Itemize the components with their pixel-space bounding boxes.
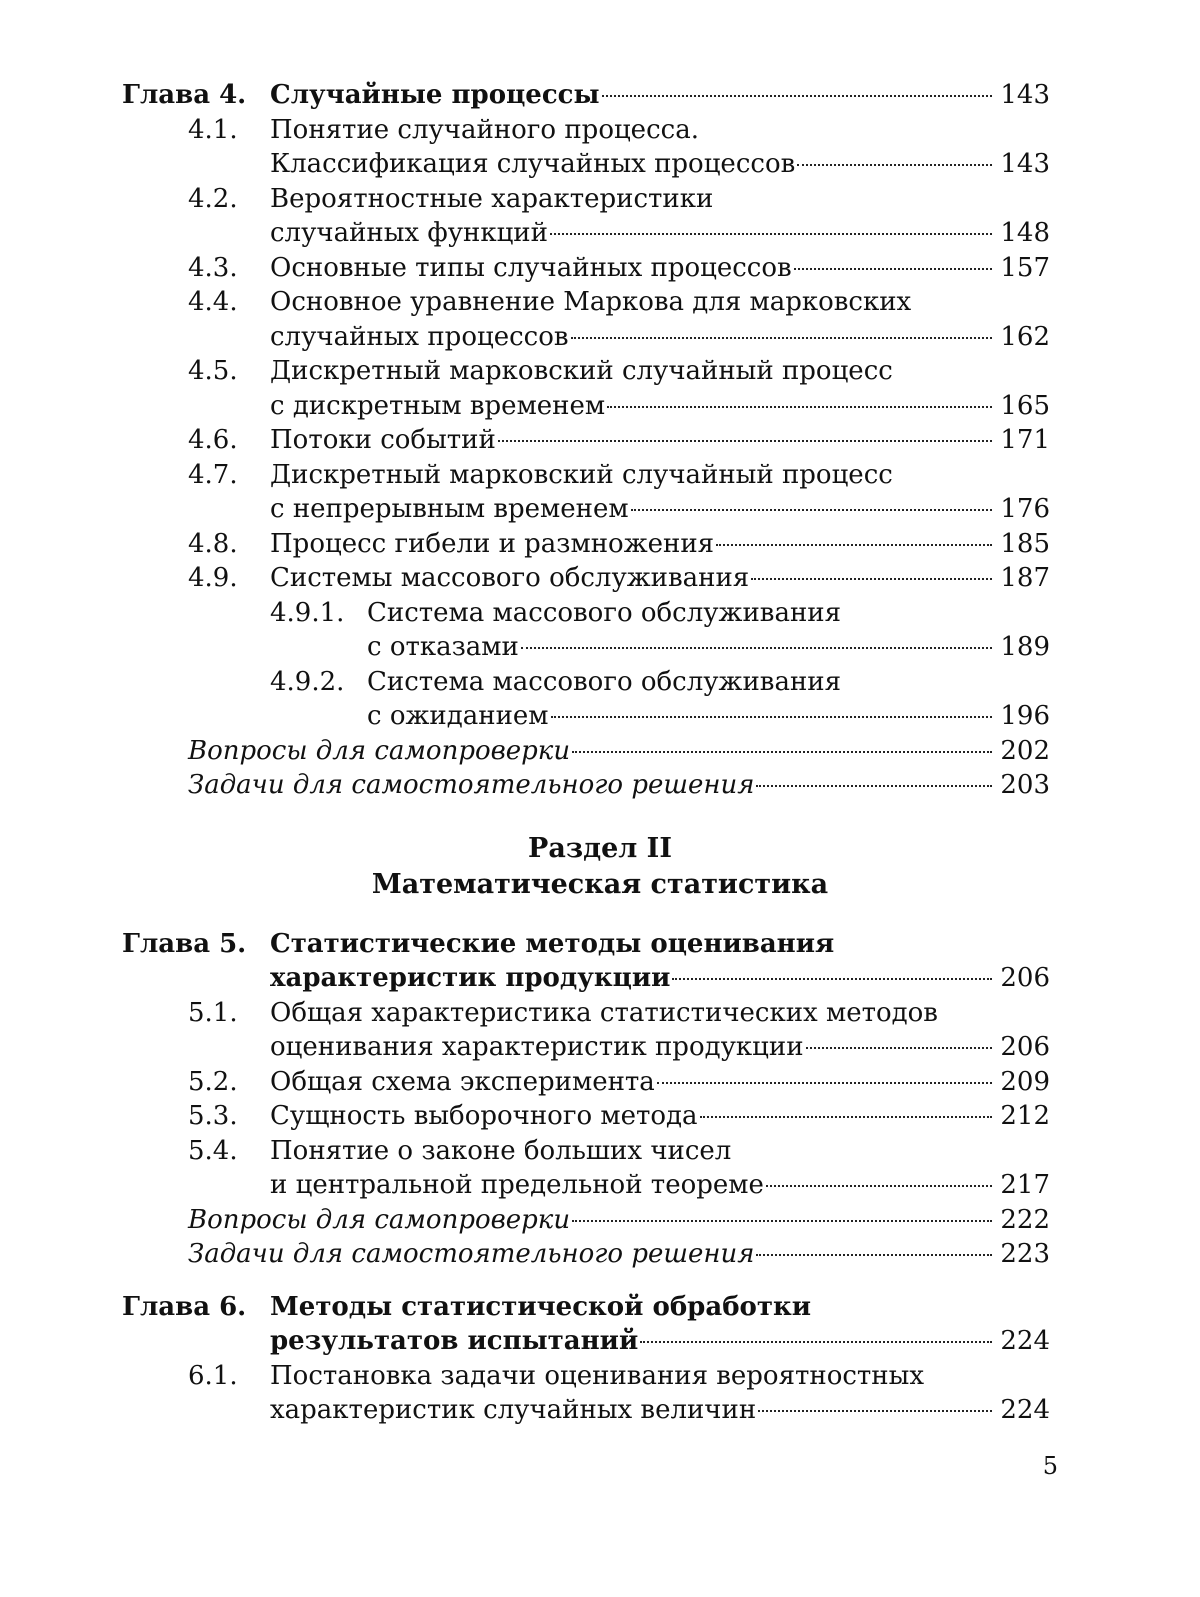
toc-entry-page: 143 [1000, 80, 1050, 110]
toc-line [0, 182, 1200, 216]
toc-entry-number: 5.1. [188, 997, 238, 1028]
dot-leader [607, 406, 992, 408]
toc-entry-number: Глава 5. [122, 928, 247, 959]
toc-line [0, 927, 1200, 961]
toc-entry-title: с ожиданием [367, 701, 549, 731]
toc-line [0, 423, 1200, 457]
toc-entry-page: 203 [1000, 770, 1050, 800]
toc-line [0, 1099, 1200, 1133]
toc-entry-title: Вопросы для самопроверки [188, 1204, 571, 1235]
toc-entry-page: 162 [1000, 321, 1050, 352]
dot-leader [572, 751, 992, 753]
dot-leader [756, 1254, 992, 1256]
toc-entry-title: Общая характеристика статистических методов [270, 997, 938, 1028]
toc-entry-title: Основное уравнение Маркова для марковских [270, 287, 912, 317]
dot-leader [571, 337, 993, 339]
toc-line [0, 354, 1200, 388]
toc-line [0, 1324, 1200, 1358]
dot-leader [700, 1116, 992, 1118]
dot-leader [521, 647, 992, 649]
toc-line [0, 1065, 1200, 1099]
dot-leader [498, 440, 992, 442]
toc-line [0, 665, 1200, 699]
toc-entry-title: Система массового обслуживания [367, 666, 842, 697]
toc-entry-title: случайных процессов [270, 321, 569, 352]
toc-line [0, 458, 1200, 492]
toc-entry-number: 5.3. [188, 1101, 238, 1131]
dot-leader [806, 1047, 992, 1049]
toc-entry-page: 217 [1000, 1170, 1050, 1200]
toc-entry-title: результатов испытаний [270, 1326, 639, 1356]
toc-entry-title: Случайные процессы [270, 80, 600, 110]
toc-line [0, 1237, 1200, 1271]
toc-line [0, 527, 1200, 561]
toc-line [0, 251, 1200, 285]
dot-leader [672, 978, 992, 980]
toc-entry-title: Дискретный марковский случайный процесс [270, 356, 893, 386]
toc-entry-title: характеристик продукции [270, 963, 671, 993]
toc-entry-title: характеристик случайных величин [270, 1395, 757, 1425]
toc-entry-number: 4.9.2. [270, 666, 345, 697]
toc-entry-title: оценивания характеристик продукции [270, 1032, 804, 1062]
toc-entry-title: Методы статистической обработки [270, 1291, 812, 1322]
dot-leader [756, 785, 992, 787]
toc-entry-title: Дискретный марковский случайный процесс [270, 459, 893, 490]
toc-entry-number: 4.1. [188, 114, 238, 145]
toc-entry-title: Вероятностные характеристики [270, 183, 714, 214]
toc-entry-page: 171 [1000, 425, 1050, 455]
toc-line [0, 78, 1200, 112]
toc-line [0, 320, 1200, 354]
toc-entry-number: 4.6. [188, 425, 238, 455]
toc-entry-number: 4.2. [188, 183, 238, 214]
dot-leader [751, 578, 992, 580]
toc-entry-number: 4.9. [188, 563, 238, 593]
dot-leader [602, 95, 992, 97]
toc-line [0, 1203, 1200, 1237]
toc-entry-page: 185 [1000, 528, 1050, 559]
dot-leader [572, 1220, 992, 1222]
toc-entry-number: 6.1. [188, 1360, 238, 1391]
part-heading: Раздел II [528, 832, 672, 864]
dot-leader [716, 544, 992, 546]
toc-entry-number: 4.8. [188, 528, 238, 559]
dot-leader [640, 1341, 992, 1343]
toc-entry-page: 196 [1000, 701, 1050, 731]
toc-entry-page: 222 [1000, 1204, 1050, 1235]
toc-entry-page: 202 [1000, 735, 1050, 766]
dot-leader [766, 1185, 992, 1187]
dot-leader [550, 233, 992, 235]
toc-entry-title: и центральной предельной теореме [270, 1170, 764, 1200]
toc-entry-title: Процесс гибели и размножения [270, 528, 715, 559]
toc-entry-title: Основные типы случайных процессов [270, 252, 792, 283]
toc-line [0, 1290, 1200, 1324]
dot-leader [551, 716, 992, 718]
toc-line [0, 216, 1200, 250]
toc-line [0, 1030, 1200, 1064]
dot-leader [797, 164, 992, 166]
toc-line [0, 1393, 1200, 1427]
toc-line [0, 768, 1200, 802]
toc-entry-title: Системы массового обслуживания [270, 563, 750, 593]
toc-entry-title: с непрерывным временем [270, 494, 629, 524]
toc-entry-number: 5.2. [188, 1066, 238, 1097]
toc-line [0, 961, 1200, 995]
toc-entry-page: 209 [1000, 1066, 1050, 1097]
toc-entry-title: с дискретным временем [270, 390, 606, 421]
toc-line [0, 1359, 1200, 1393]
toc-line [0, 561, 1200, 595]
dot-leader [794, 268, 992, 270]
toc-entry-page: 212 [1000, 1101, 1050, 1131]
toc-line [0, 1134, 1200, 1168]
toc-entry-page: 143 [1000, 149, 1050, 179]
toc-entry-title: случайных функций [270, 218, 548, 248]
toc-entry-title: с отказами [367, 632, 519, 662]
toc-entry-title: Сущность выборочного метода [270, 1101, 698, 1131]
toc-entry-page: 206 [1000, 1032, 1050, 1062]
toc-line [0, 285, 1200, 319]
toc-entry-title: Задачи для самостоятельного решения [188, 770, 755, 800]
toc-entry-title: Понятие о законе больших чисел [270, 1135, 732, 1166]
dot-leader [758, 1410, 992, 1412]
toc-entry-page: 224 [1000, 1395, 1050, 1425]
toc-line [0, 630, 1200, 664]
page-number: 5 [1042, 1452, 1058, 1480]
toc-entry-number: Глава 4. [122, 80, 247, 110]
toc-line [0, 734, 1200, 768]
toc-line [0, 492, 1200, 526]
toc-entry-number: Глава 6. [122, 1291, 247, 1322]
toc-entry-title: Система массового обслуживания [367, 597, 842, 628]
dot-leader [657, 1082, 992, 1084]
toc-entry-page: 189 [1000, 632, 1050, 662]
toc-entry-page: 224 [1000, 1326, 1050, 1356]
toc-entry-number: 4.7. [188, 459, 238, 490]
dot-leader [631, 509, 992, 511]
toc-entry-number: 4.5. [188, 356, 238, 386]
toc-entry-number: 4.9.1. [270, 597, 345, 628]
toc-entry-title: Потоки событий [270, 425, 496, 455]
toc-entry-page: 223 [1000, 1239, 1050, 1269]
toc-entry-title: Постановка задачи оценивания вероятностных [270, 1360, 924, 1391]
toc-entry-number: 4.3. [188, 252, 238, 283]
toc-entry-title: Понятие случайного процесса. [270, 114, 699, 145]
toc-entry-title: Статистические методы оценивания [270, 928, 835, 959]
toc-entry-page: 148 [1000, 218, 1050, 248]
part-title: Математическая статистика [371, 868, 829, 900]
toc-line [0, 147, 1200, 181]
toc-entry-page: 165 [1000, 390, 1050, 421]
toc-entry-page: 176 [1000, 494, 1050, 524]
toc-entry-title: Общая схема эксперимента [270, 1066, 655, 1097]
toc-entry-title: Задачи для самостоятельного решения [188, 1239, 755, 1269]
toc-line [0, 996, 1200, 1030]
toc-line [0, 596, 1200, 630]
toc-entry-title: Классификация случайных процессов [270, 149, 796, 179]
toc-entry-number: 5.4. [188, 1135, 238, 1166]
toc-line [0, 699, 1200, 733]
toc-entry-title: Вопросы для самопроверки [188, 735, 571, 766]
toc-line [0, 1168, 1200, 1202]
toc-line [0, 389, 1200, 423]
toc-entry-page: 157 [1000, 252, 1050, 283]
toc-entry-page: 187 [1000, 563, 1050, 593]
toc-line [0, 113, 1200, 147]
toc-entry-page: 206 [1000, 963, 1050, 993]
toc-entry-number: 4.4. [188, 287, 238, 317]
